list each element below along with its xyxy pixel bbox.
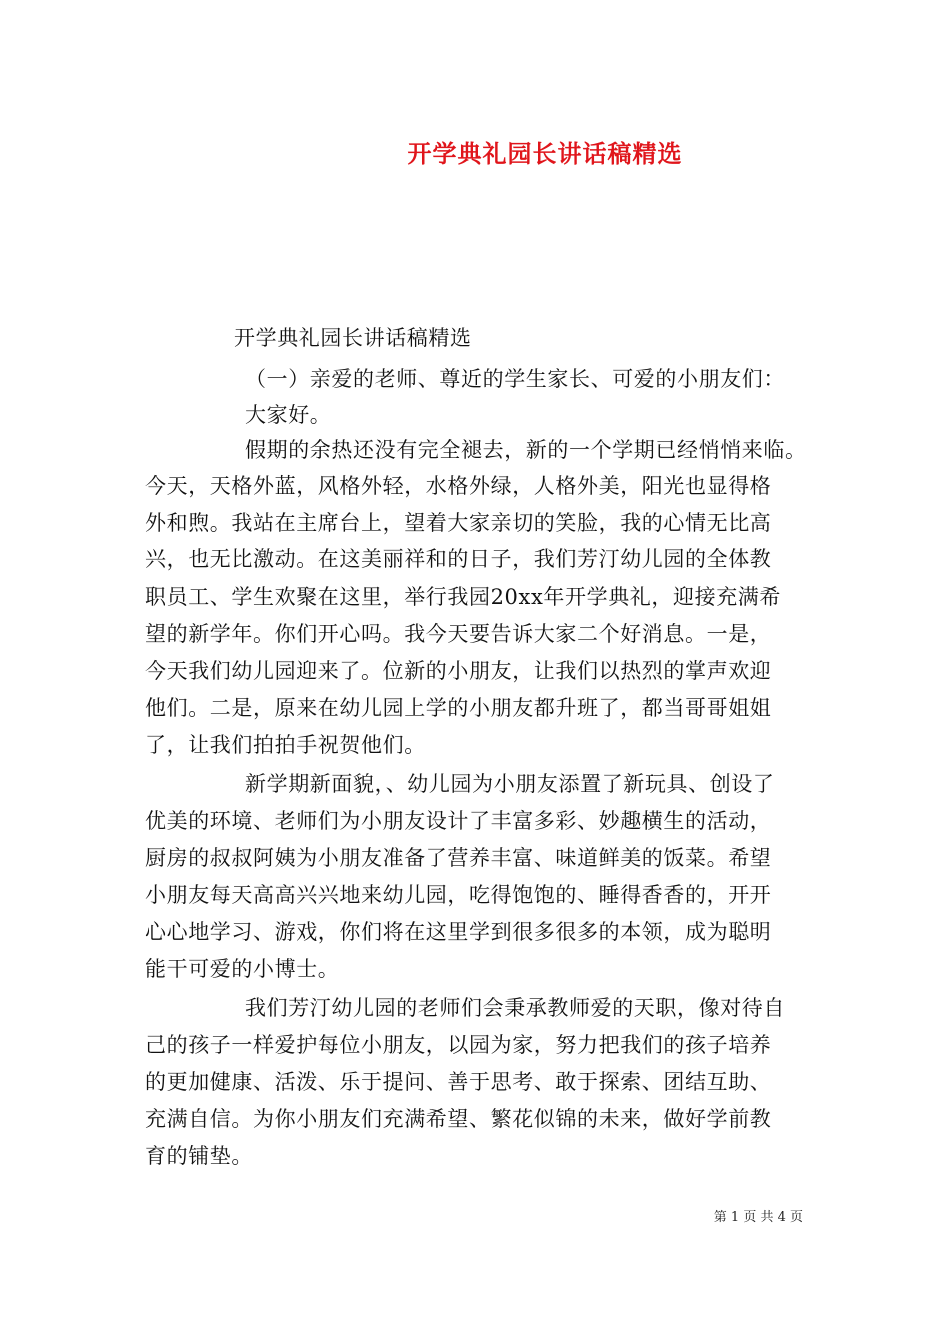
body-line: 小朋友每天高高兴兴地来幼儿园，吃得饱饱的、睡得香香的，开开 [145,883,772,907]
body-line: 今天，天格外蓝，风格外轻，水格外绿，人格外美，阳光也显得格 [145,474,772,498]
body-line: 我们芳汀幼儿园的老师们会秉承教师爱的天职，像对待自 [245,996,785,1020]
body-line: 假期的余热还没有完全褪去，新的一个学期已经悄悄来临。 [245,438,807,462]
body-line: 育的铺垫。 [145,1144,253,1168]
body-line: 大家好。 [245,403,332,427]
body-line: 充满自信。为你小朋友们充满希望、繁花似锦的未来，做好学前教 [145,1107,772,1131]
body-line: 兴，也无比激动。在这美丽祥和的日子，我们芳汀幼儿园的全体教 [145,547,772,571]
body-line: 望的新学年。你们开心吗。我今天要告诉大家二个好消息。一是， [145,622,772,646]
body-line: 己的孩子一样爱护每位小朋友，以园为家，努力把我们的孩子培养 [145,1033,772,1057]
body-line: 能干可爱的小博士。 [145,957,340,981]
body-line: 新学期新面貌，、幼儿园为小朋友添置了新玩具、创设了 [245,772,775,796]
body-line: 开学典礼园长讲话稿精选 [234,326,472,350]
document-title: 开学典礼园长讲话稿精选 [407,139,683,168]
body-line: 了，让我们拍拍手祝贺他们。 [145,733,426,757]
body-line: 的更加健康、活泼、乐于提问、善于思考、敢于探索、团结互助、 [145,1070,772,1094]
page-indicator: 第 1 页 共 4 页 [713,1210,803,1225]
body-line: 外和煦。我站在主席台上，望着大家亲切的笑脸，我的心情无比高 [145,511,772,535]
body-line: 职员工、学生欢聚在这里，举行我园20xx年开学典礼，迎接充满希 [145,585,782,609]
body-line: 今天我们幼儿园迎来了。位新的小朋友，让我们以热烈的掌声欢迎 [145,659,772,683]
body-line: 优美的环境、老师们为小朋友设计了丰富多彩、妙趣横生的活动， [145,809,772,833]
body-line: 他们。二是，原来在幼儿园上学的小朋友都升班了，都当哥哥姐姐 [145,696,772,720]
body-line: （一）亲爱的老师、尊近的学生家长、可爱的小朋友们： [245,367,785,391]
body-line: 心心地学习、游戏，你们将在这里学到很多很多的本领，成为聪明 [145,920,772,944]
body-line: 厨房的叔叔阿姨为小朋友准备了营养丰富、味道鲜美的饭菜。希望 [145,846,772,870]
